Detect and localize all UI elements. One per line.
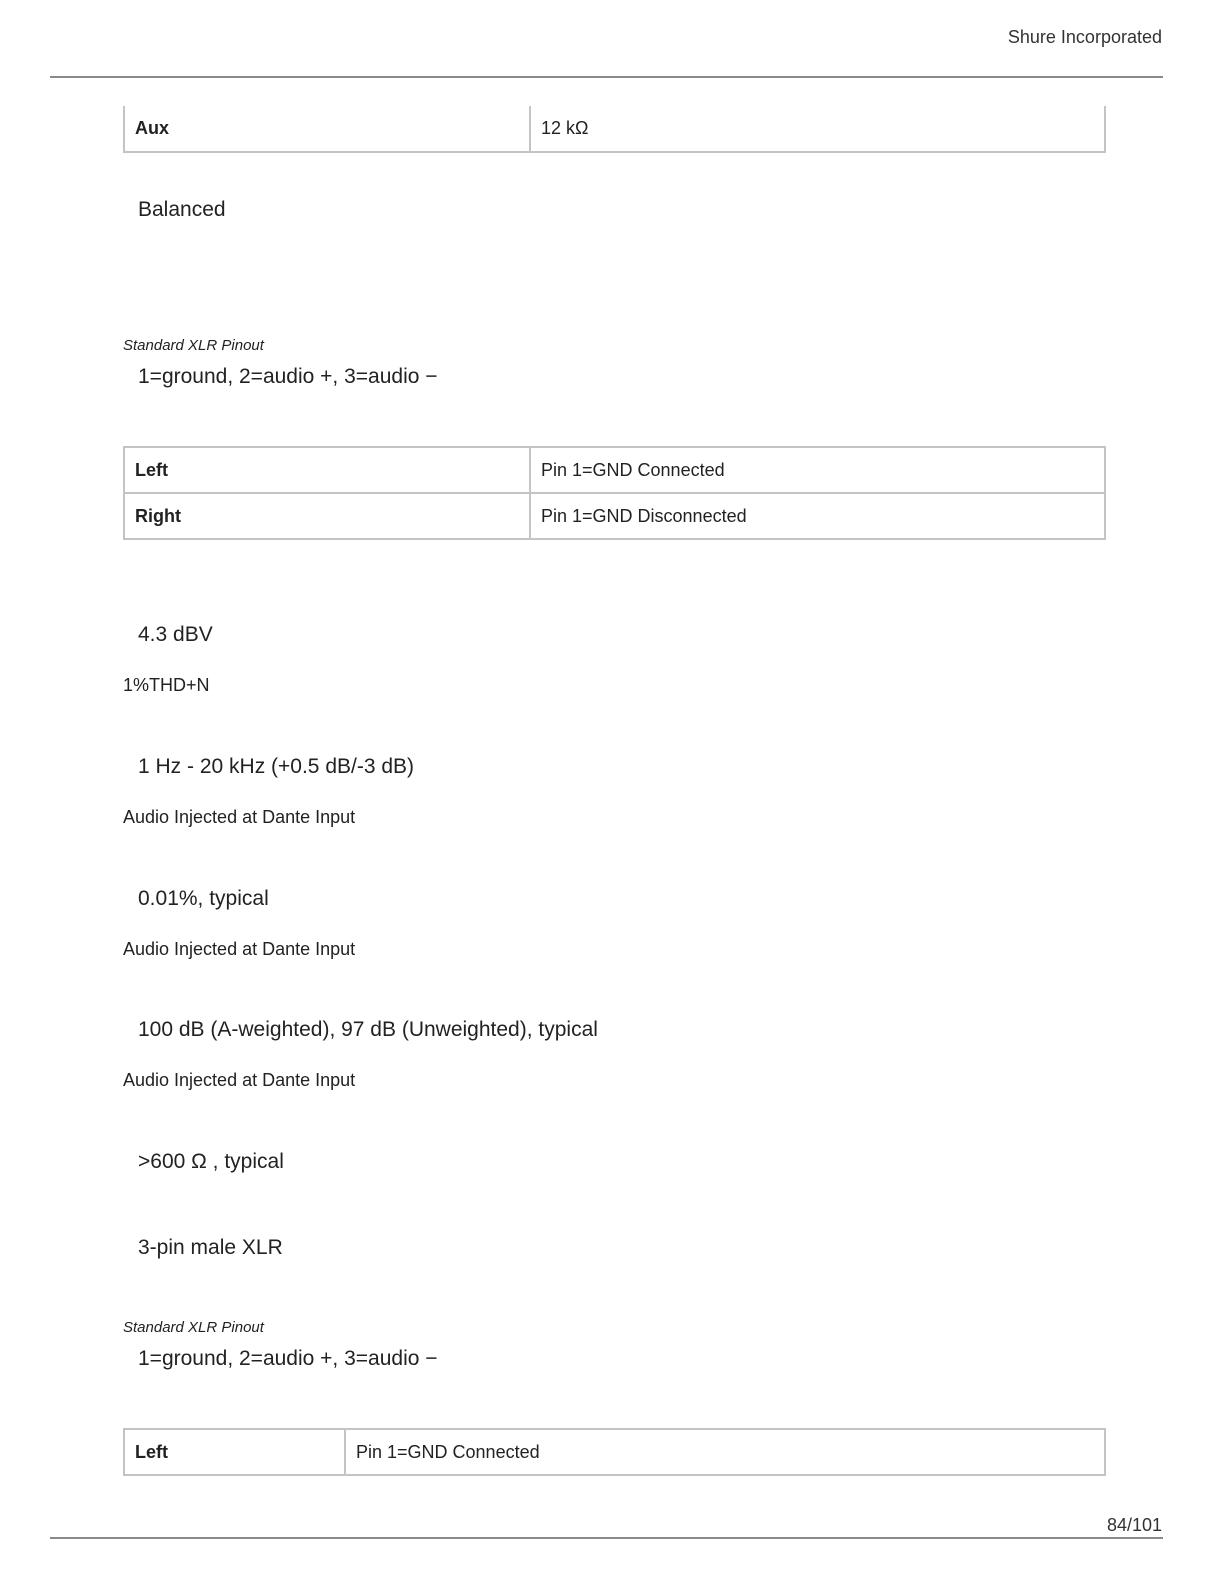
pin1-ground-table xyxy=(123,446,1106,540)
table-cell-key: Aux xyxy=(124,106,530,152)
table-cell-value: 12 kΩ xyxy=(530,106,1105,152)
table-row xyxy=(124,1429,1105,1475)
impedance-table xyxy=(123,106,1106,153)
pin1-ground-table xyxy=(123,1428,1106,1476)
max-level-value: 4.3 dBV xyxy=(138,623,213,646)
frequency-response-note: Audio Injected at Dante Input xyxy=(123,807,356,827)
table-cell-value: Pin 1=GND Connected xyxy=(345,1429,1105,1475)
frequency-response-value: 1 Hz - 20 kHz (+0.5 dB/-3 dB) xyxy=(138,755,415,778)
pinout-caption: Standard XLR Pinout xyxy=(123,1319,264,1336)
table-cell-value: Pin 1=GND Disconnected xyxy=(530,493,1105,539)
thd-value: 0.01%, typical xyxy=(138,887,269,910)
table-cell-key: Left xyxy=(124,1429,345,1475)
pinout-caption: Standard XLR Pinout xyxy=(123,337,264,354)
thd-note: Audio Injected at Dante Input xyxy=(123,939,356,959)
table-cell-key: Left xyxy=(124,447,530,493)
pinout-value: 1=ground, 2=audio +, 3=audio − xyxy=(138,365,438,388)
dynamic-range-note: Audio Injected at Dante Input xyxy=(123,1070,356,1090)
page-number: 84/101 xyxy=(1106,1515,1162,1535)
balanced-value: Balanced xyxy=(138,198,226,221)
table-row xyxy=(124,106,1105,152)
table-row xyxy=(124,447,1105,493)
table-row xyxy=(124,493,1105,539)
pinout-value: 1=ground, 2=audio +, 3=audio − xyxy=(138,1347,438,1370)
table-cell-key: Right xyxy=(124,493,530,539)
header-company-name: Shure Incorporated xyxy=(1007,27,1162,47)
connector-value: 3-pin male XLR xyxy=(138,1236,283,1259)
footer-rule xyxy=(50,1537,1163,1539)
header-rule xyxy=(50,76,1163,78)
dynamic-range-value: 100 dB (A-weighted), 97 dB (Unweighted), typical xyxy=(138,1018,598,1041)
table-cell-value: Pin 1=GND Connected xyxy=(530,447,1105,493)
max-level-note: 1%THD+N xyxy=(123,675,210,695)
output-impedance-value: >600 Ω , typical xyxy=(138,1150,284,1173)
